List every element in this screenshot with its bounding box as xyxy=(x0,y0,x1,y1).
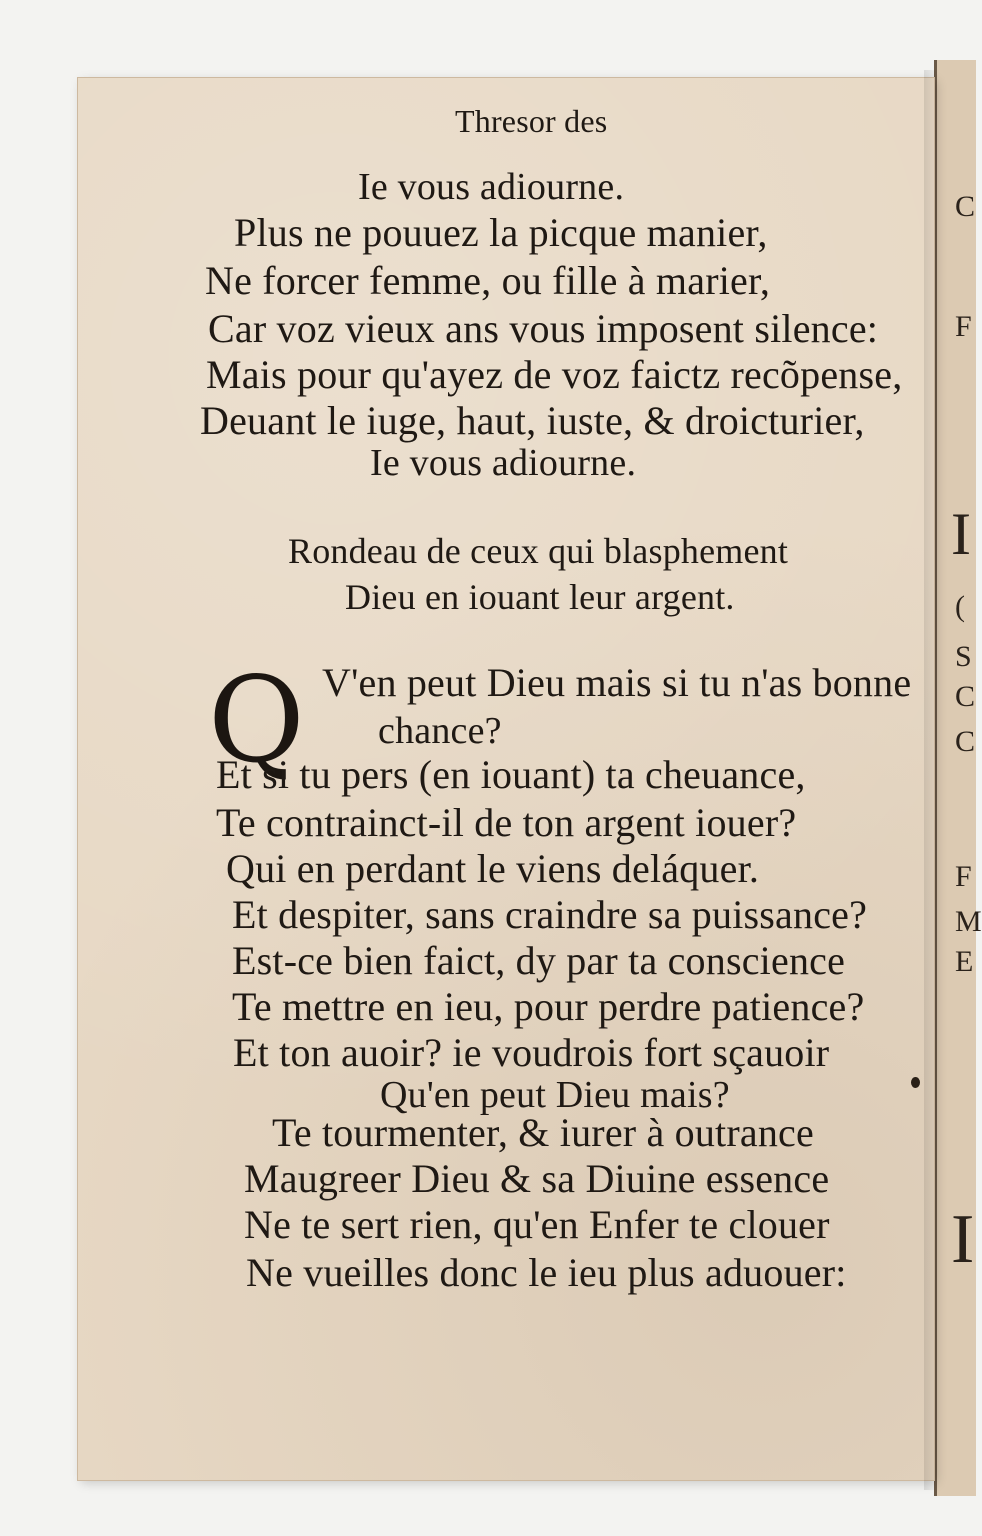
poem-line: Ie vous adiourne. xyxy=(358,166,625,208)
facing-page-letter: C xyxy=(955,190,976,223)
running-title: Thresor des xyxy=(455,103,608,139)
rondeau-line: Est-ce bien faict, dy par ta conscience xyxy=(232,938,846,983)
facing-page-letter: I xyxy=(951,501,971,567)
facing-page-letter: ( xyxy=(955,590,965,623)
poem-line: Deuant le iuge, haut, iuste, & droicturier, xyxy=(200,398,865,443)
rondeau-line: Te tourmenter, & iurer à outrance xyxy=(272,1110,814,1155)
rondeau-line: Maugreer Dieu & sa Diuine essence xyxy=(244,1156,830,1201)
rondeau-line: Et si tu pers (en iouant) ta cheuance, xyxy=(216,752,806,797)
rondeau-line: Te mettre en ieu, pour perdre patience? xyxy=(232,984,865,1029)
poem-line: Ie vous adiourne. xyxy=(370,442,637,484)
drop-cap-letter: Q xyxy=(208,651,305,789)
rondeau-line: V'en peut Dieu mais si tu n'as bonne xyxy=(322,660,912,705)
facing-page-letter: F xyxy=(955,310,972,343)
facing-page-letter: I xyxy=(951,1201,975,1278)
rondeau-title-line-1: Rondeau de ceux qui blasphement xyxy=(288,531,789,571)
facing-page-letter: F xyxy=(955,860,972,893)
facing-page-letter: S xyxy=(955,640,972,673)
poem-line: Car voz vieux ans vous imposent silence: xyxy=(208,306,879,351)
facing-page-edge xyxy=(934,60,982,1496)
poem-line: Plus ne pouuez la picque manier, xyxy=(234,210,768,255)
facing-page-letter: E xyxy=(955,945,974,978)
facing-page-letter: C xyxy=(955,725,976,758)
rondeau-line: Et ton auoir? ie voudrois fort sçauoir xyxy=(233,1030,830,1075)
rondeau-line: Te contrainct-il de ton argent iouer? xyxy=(216,800,797,845)
rondeau-line: Qui en perdant le viens deláquer. xyxy=(226,846,760,891)
ink-spot xyxy=(911,1077,920,1088)
rondeau-line: Ne vueilles donc le ieu plus aduouer: xyxy=(246,1250,847,1295)
rondeau-line: Ne te sert rien, qu'en Enfer te clouer xyxy=(244,1202,830,1247)
rondeau-line: Qu'en peut Dieu mais? xyxy=(380,1074,730,1116)
poem-line: Mais pour qu'ayez de voz faictz recõpense, xyxy=(206,352,903,397)
page-gutter-shadow xyxy=(924,70,940,1490)
rondeau-title-line-2: Dieu en iouant leur argent. xyxy=(345,577,735,617)
facing-page-letter: C xyxy=(955,680,976,713)
facing-page-letter: M xyxy=(955,905,982,938)
rondeau-line: Et despiter, sans craindre sa puissance? xyxy=(232,892,868,937)
rondeau-line: chance? xyxy=(378,710,502,752)
poem-line: Ne forcer femme, ou fille à marier, xyxy=(205,258,771,303)
